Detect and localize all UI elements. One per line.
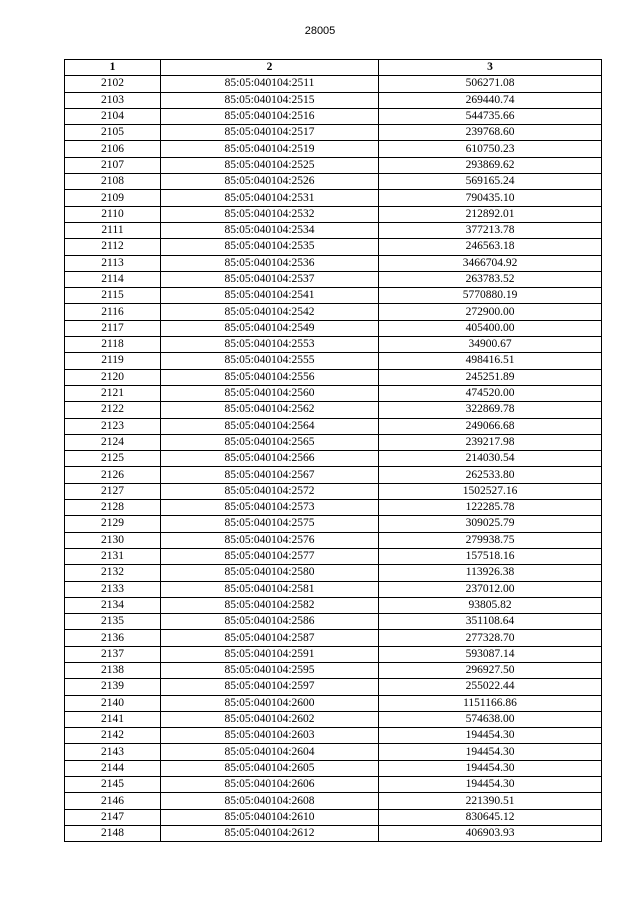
row-number-cell: 2126 [65,467,161,483]
row-number-cell: 2113 [65,255,161,271]
cadastral-number-cell: 85:05:040104:2575 [161,516,379,532]
table-row [65,500,602,516]
value-cell: 212892.01 [379,206,602,222]
row-number-cell: 2136 [65,630,161,646]
table-header-row [65,60,602,76]
row-number-cell: 2134 [65,597,161,613]
value-cell: 830645.12 [379,809,602,825]
row-number-cell: 2133 [65,581,161,597]
row-number-cell: 2103 [65,92,161,108]
cadastral-number-cell: 85:05:040104:2604 [161,744,379,760]
value-cell: 194454.30 [379,760,602,776]
table-row [65,402,602,418]
table-row [65,141,602,157]
value-cell: 269440.74 [379,92,602,108]
table-row [65,434,602,450]
cadastral-number-cell: 85:05:040104:2580 [161,565,379,581]
cadastral-number-cell: 85:05:040104:2610 [161,809,379,825]
value-cell: 262533.80 [379,467,602,483]
cadastral-number-cell: 85:05:040104:2517 [161,125,379,141]
table-row [65,760,602,776]
cadastral-number-cell: 85:05:040104:2603 [161,728,379,744]
cadastral-number-cell: 85:05:040104:2608 [161,793,379,809]
table-row [65,679,602,695]
value-cell: 113926.38 [379,565,602,581]
value-cell: 610750.23 [379,141,602,157]
row-number-cell: 2104 [65,108,161,124]
cadastral-number-cell: 85:05:040104:2577 [161,548,379,564]
table-row [65,369,602,385]
value-cell: 790435.10 [379,190,602,206]
table-row [65,451,602,467]
row-number-cell: 2121 [65,385,161,401]
table-row [65,206,602,222]
value-cell: 377213.78 [379,222,602,238]
table-row [65,190,602,206]
table-row [65,467,602,483]
row-number-cell: 2139 [65,679,161,695]
cadastral-number-cell: 85:05:040104:2531 [161,190,379,206]
row-number-cell: 2117 [65,320,161,336]
cadastral-number-cell: 85:05:040104:2573 [161,500,379,516]
table-row [65,337,602,353]
row-number-cell: 2115 [65,288,161,304]
value-cell: 279938.75 [379,532,602,548]
table-row [65,255,602,271]
table-row [65,711,602,727]
value-cell: 296927.50 [379,662,602,678]
column-header-2: 2 [161,60,379,76]
value-cell: 34900.67 [379,337,602,353]
cadastral-number-cell: 85:05:040104:2542 [161,304,379,320]
row-number-cell: 2127 [65,483,161,499]
table-row [65,825,602,841]
value-cell: 221390.51 [379,793,602,809]
cadastral-number-cell: 85:05:040104:2515 [161,92,379,108]
table-row [65,483,602,499]
table-row [65,809,602,825]
table-row [65,695,602,711]
row-number-cell: 2106 [65,141,161,157]
cadastral-number-cell: 85:05:040104:2597 [161,679,379,695]
table-row [65,320,602,336]
cadastral-number-cell: 85:05:040104:2567 [161,467,379,483]
row-number-cell: 2109 [65,190,161,206]
table-row [65,565,602,581]
cadastral-number-cell: 85:05:040104:2582 [161,597,379,613]
row-number-cell: 2130 [65,532,161,548]
value-cell: 593087.14 [379,646,602,662]
row-number-cell: 2141 [65,711,161,727]
table-row [65,353,602,369]
value-cell: 406903.93 [379,825,602,841]
value-cell: 309025.79 [379,516,602,532]
cadastral-number-cell: 85:05:040104:2511 [161,76,379,92]
value-cell: 194454.30 [379,728,602,744]
value-cell: 214030.54 [379,451,602,467]
cadastral-number-cell: 85:05:040104:2519 [161,141,379,157]
cadastral-number-cell: 85:05:040104:2560 [161,385,379,401]
table-row [65,662,602,678]
column-header-1: 1 [65,60,161,76]
cadastral-number-cell: 85:05:040104:2602 [161,711,379,727]
table-row [65,157,602,173]
value-cell: 506271.08 [379,76,602,92]
cadastral-number-cell: 85:05:040104:2553 [161,337,379,353]
value-cell: 239768.60 [379,125,602,141]
table-row [65,418,602,434]
row-number-cell: 2111 [65,222,161,238]
row-number-cell: 2144 [65,760,161,776]
table-row [65,108,602,124]
value-cell: 246563.18 [379,239,602,255]
cadastral-number-cell: 85:05:040104:2586 [161,614,379,630]
row-number-cell: 2140 [65,695,161,711]
table-row [65,304,602,320]
cadastral-number-cell: 85:05:040104:2566 [161,451,379,467]
row-number-cell: 2110 [65,206,161,222]
row-number-cell: 2128 [65,500,161,516]
page-number: 28005 [304,25,336,37]
cadastral-number-cell: 85:05:040104:2556 [161,369,379,385]
cadastral-number-cell: 85:05:040104:2541 [161,288,379,304]
value-cell: 277328.70 [379,630,602,646]
row-number-cell: 2124 [65,434,161,450]
table-row [65,271,602,287]
row-number-cell: 2112 [65,239,161,255]
value-cell: 245251.89 [379,369,602,385]
table-row [65,548,602,564]
cadastral-number-cell: 85:05:040104:2600 [161,695,379,711]
table-row [65,92,602,108]
value-cell: 405400.00 [379,320,602,336]
cadastral-number-cell: 85:05:040104:2555 [161,353,379,369]
table-row [65,581,602,597]
cadastral-number-cell: 85:05:040104:2565 [161,434,379,450]
row-number-cell: 2137 [65,646,161,662]
row-number-cell: 2143 [65,744,161,760]
registry-table [64,59,602,842]
row-number-cell: 2146 [65,793,161,809]
table-row [65,239,602,255]
cadastral-number-cell: 85:05:040104:2591 [161,646,379,662]
cadastral-number-cell: 85:05:040104:2581 [161,581,379,597]
table-row [65,614,602,630]
value-cell: 498416.51 [379,353,602,369]
cadastral-number-cell: 85:05:040104:2526 [161,174,379,190]
row-number-cell: 2122 [65,402,161,418]
value-cell: 249066.68 [379,418,602,434]
cadastral-number-cell: 85:05:040104:2525 [161,157,379,173]
cadastral-number-cell: 85:05:040104:2606 [161,777,379,793]
cadastral-number-cell: 85:05:040104:2535 [161,239,379,255]
value-cell: 237012.00 [379,581,602,597]
value-cell: 122285.78 [379,500,602,516]
table-row [65,222,602,238]
cadastral-number-cell: 85:05:040104:2576 [161,532,379,548]
row-number-cell: 2145 [65,777,161,793]
value-cell: 474520.00 [379,385,602,401]
cadastral-number-cell: 85:05:040104:2595 [161,662,379,678]
value-cell: 157518.16 [379,548,602,564]
cadastral-number-cell: 85:05:040104:2572 [161,483,379,499]
table-row [65,597,602,613]
table-row [65,385,602,401]
row-number-cell: 2129 [65,516,161,532]
value-cell: 574638.00 [379,711,602,727]
table-row [65,174,602,190]
table-row [65,76,602,92]
row-number-cell: 2132 [65,565,161,581]
value-cell: 3466704.92 [379,255,602,271]
value-cell: 93805.82 [379,597,602,613]
row-number-cell: 2147 [65,809,161,825]
row-number-cell: 2142 [65,728,161,744]
row-number-cell: 2105 [65,125,161,141]
row-number-cell: 2123 [65,418,161,434]
table-row [65,777,602,793]
row-number-cell: 2148 [65,825,161,841]
row-number-cell: 2108 [65,174,161,190]
cadastral-number-cell: 85:05:040104:2534 [161,222,379,238]
row-number-cell: 2138 [65,662,161,678]
value-cell: 194454.30 [379,744,602,760]
table-row [65,532,602,548]
table-body [65,76,602,842]
value-cell: 544735.66 [379,108,602,124]
table-row [65,728,602,744]
table-row [65,125,602,141]
row-number-cell: 2116 [65,304,161,320]
value-cell: 194454.30 [379,777,602,793]
value-cell: 1502527.16 [379,483,602,499]
row-number-cell: 2125 [65,451,161,467]
cadastral-number-cell: 85:05:040104:2532 [161,206,379,222]
value-cell: 322869.78 [379,402,602,418]
value-cell: 351108.64 [379,614,602,630]
table-row [65,793,602,809]
table-row [65,516,602,532]
table-row [65,744,602,760]
row-number-cell: 2120 [65,369,161,385]
table-row [65,630,602,646]
table-row [65,646,602,662]
cadastral-number-cell: 85:05:040104:2549 [161,320,379,336]
row-number-cell: 2119 [65,353,161,369]
value-cell: 239217.98 [379,434,602,450]
value-cell: 263783.52 [379,271,602,287]
cadastral-number-cell: 85:05:040104:2564 [161,418,379,434]
row-number-cell: 2131 [65,548,161,564]
table-row [65,288,602,304]
row-number-cell: 2102 [65,76,161,92]
cadastral-number-cell: 85:05:040104:2587 [161,630,379,646]
value-cell: 293869.62 [379,157,602,173]
value-cell: 569165.24 [379,174,602,190]
column-header-3: 3 [379,60,602,76]
row-number-cell: 2118 [65,337,161,353]
row-number-cell: 2114 [65,271,161,287]
cadastral-number-cell: 85:05:040104:2612 [161,825,379,841]
value-cell: 255022.44 [379,679,602,695]
row-number-cell: 2107 [65,157,161,173]
cadastral-number-cell: 85:05:040104:2605 [161,760,379,776]
cadastral-number-cell: 85:05:040104:2516 [161,108,379,124]
value-cell: 5770880.19 [379,288,602,304]
cadastral-number-cell: 85:05:040104:2536 [161,255,379,271]
value-cell: 1151166.86 [379,695,602,711]
cadastral-number-cell: 85:05:040104:2562 [161,402,379,418]
cadastral-number-cell: 85:05:040104:2537 [161,271,379,287]
row-number-cell: 2135 [65,614,161,630]
value-cell: 272900.00 [379,304,602,320]
